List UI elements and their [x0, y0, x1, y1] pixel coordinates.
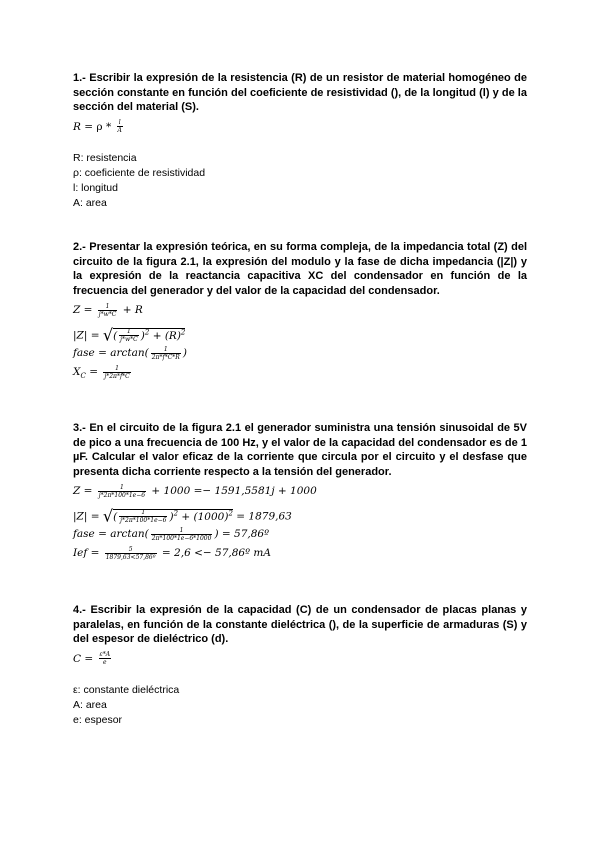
- fraction-denominator: j*w*C: [120, 336, 138, 343]
- impedance-formula: [73, 301, 527, 320]
- question-2: [73, 240, 527, 382]
- exponent: 2: [180, 328, 186, 336]
- formula-plus: + (R): [152, 329, 181, 342]
- formula-fraction: [98, 484, 146, 499]
- formula-close: ): [182, 347, 187, 359]
- sqrt-icon: √: [102, 325, 114, 345]
- fraction-denominator: j*2π*100*1e−6: [98, 491, 146, 499]
- formula-fraction: [98, 303, 118, 318]
- fraction-numerator: 1: [151, 346, 181, 354]
- formula-fraction: [119, 509, 167, 524]
- fraction-numerator: 1: [98, 484, 146, 492]
- formula-lhs: fase = arctan(: [73, 528, 149, 540]
- formula-fraction: [151, 346, 181, 361]
- fraction-denominator: A: [117, 127, 122, 134]
- fraction-denominator: e: [103, 659, 107, 666]
- modulus-value-formula: [73, 501, 527, 525]
- formula-fraction: [151, 527, 213, 542]
- question-1-definitions: [73, 151, 527, 211]
- radicand: ( $\frac{1}{j*2\pi*100*1e-6}$ )$^2 + (1000)^2$: [113, 509, 233, 524]
- fraction-denominator: 2π*100*1e−6*1000: [151, 534, 212, 542]
- fraction-numerator: 1: [151, 527, 213, 535]
- definition-line: ρ: coeficiente de resistividad: [73, 166, 206, 179]
- phase-formula: [73, 344, 527, 363]
- formula-fraction: [99, 651, 112, 666]
- fraction-numerator: l: [117, 119, 123, 127]
- formula-lhs: X: [73, 366, 81, 378]
- impedance-value-formula: [73, 482, 527, 501]
- definition-line: e: espesor: [73, 713, 123, 726]
- formula-fraction: [117, 119, 123, 134]
- fraction-numerator: 1: [103, 365, 130, 373]
- fraction-numerator: 1: [119, 328, 139, 336]
- sqrt-icon: √: [102, 506, 114, 526]
- definition-line: ε: constante dieléctrica: [73, 683, 180, 696]
- formula-plus: + (1000): [181, 510, 229, 523]
- exponent: 2: [228, 509, 233, 517]
- resistance-formula: [73, 118, 527, 137]
- definition-line: l: longitud: [73, 181, 118, 194]
- formula-rest: + R: [122, 304, 143, 316]
- fraction-denominator: j*w*C: [98, 310, 117, 318]
- formula-close: ) = 57,86º: [214, 528, 270, 540]
- formula-lhs: |Z| =: [73, 510, 100, 523]
- formula-lhs: Z =: [73, 304, 93, 316]
- definition-line: R: resistencia: [73, 151, 137, 164]
- formula-lhs: R: [73, 120, 81, 133]
- formula-lhs: Z =: [73, 485, 93, 497]
- formula-rho: ρ: [96, 120, 103, 133]
- fraction-denominator: 1879,63<57,86º: [105, 553, 156, 561]
- formula-rest: + 1000 =− 1591,5581j + 1000: [151, 485, 317, 497]
- fraction-denominator: j*2π*100*1e−6: [120, 517, 167, 524]
- subscript: C: [80, 372, 86, 381]
- question-4-definitions: [73, 683, 527, 728]
- definition-line: A: area: [73, 698, 107, 711]
- formula-fraction: [119, 328, 139, 343]
- exponent: 2: [144, 328, 150, 336]
- fraction-denominator: j*2π*f*C: [104, 372, 130, 380]
- formula-fraction: [103, 365, 130, 380]
- question-2-text: 2.- Presentar la expresión teórica, en su forma compleja, de la impedancia total (Z) del circuito de la figura 2.1, la expresión del modulo y la fase de dicha impedancia (|Z|) y la expresión de la reactancia capacitiva XC del condensador en función de la frecuencia del generador y del valor de la capacidad del condensador.: [73, 241, 527, 297]
- formula-eq: =: [84, 120, 94, 133]
- formula-result: = 1879,63: [236, 510, 292, 523]
- formula-rest: = 2,6 <− 57,86º mA: [161, 547, 271, 559]
- question-4: [73, 603, 527, 728]
- capacitance-formula: [73, 650, 527, 669]
- formula-eq: =: [89, 366, 98, 378]
- question-4-text: 4.- Escribir la expresión de la capacidad (C) de un condensador de placas planas y paralelas, en función de la constante dieléctrica (), de la superficie de armaduras (S) y del espesor de dieléctrico (d).: [73, 604, 527, 645]
- question-1: [73, 71, 527, 211]
- current-value-formula: [73, 544, 527, 563]
- fraction-numerator: 5: [105, 546, 157, 554]
- fraction-numerator: 1: [119, 509, 167, 517]
- formula-lhs: fase = arctan(: [73, 347, 149, 359]
- formula-lhs: Ief =: [73, 547, 100, 559]
- question-1-text: 1.- Escribir la expresión de la resistencia (R) de un resistor de material homogéneo de sección constante en función del coeficiente de resistividad (), de la longitud (l) y de la sección del material (S).: [73, 72, 527, 113]
- definition-line: A: area: [73, 196, 107, 209]
- question-3-text: 3.- En el circuito de la figura 2.1 el generador suministra una tensión sinusoidal de 5V de pico a una frecuencia de 100 Hz, y el valor de la capacidad del condensador es de 1 µF. Calcular el valor eficaz de la corriente que circula por el circuito y el desfase que presenta dicha corriente respecto a la tensión del generador.: [73, 422, 527, 478]
- impedance-modulus-formula: [73, 320, 527, 344]
- fraction-denominator: 2π*f*C*R: [151, 353, 180, 361]
- fraction-numerator: 1: [98, 303, 118, 311]
- formula-fraction: [105, 546, 157, 561]
- phase-value-formula: [73, 525, 527, 544]
- formula-lhs: |Z| =: [73, 329, 100, 342]
- radicand: ( $\frac{1}{j*w*C}$ )$^2 + (R)^2$: [113, 328, 186, 343]
- formula-lhs: C =: [73, 652, 94, 665]
- reactance-formula: [73, 363, 527, 382]
- exponent: 2: [173, 509, 179, 517]
- formula-op: *: [105, 120, 112, 133]
- question-3: [73, 421, 527, 563]
- fraction-numerator: ε*A: [99, 651, 111, 658]
